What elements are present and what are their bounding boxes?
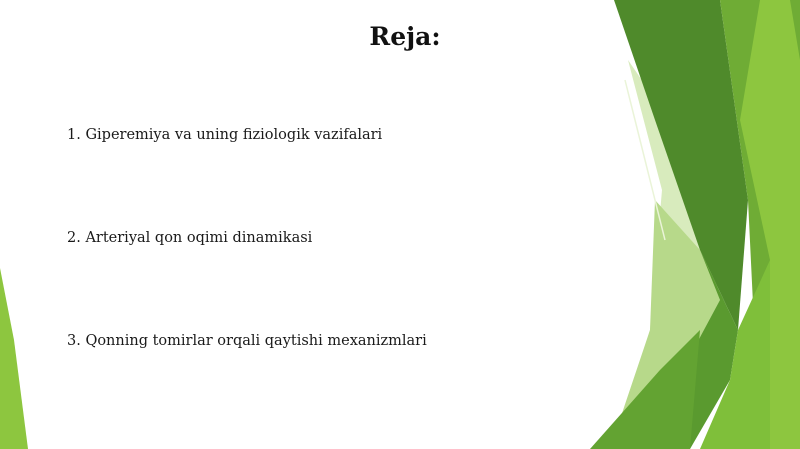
plan-item-2: 2. Arteriyal qon oqimi dinamikasi	[67, 230, 313, 246]
slide-title: Reja:	[369, 22, 441, 51]
plan-item-1: 1. Giperemiya va uning fiziologik vazifalari	[67, 127, 383, 143]
plan-item-3: 3. Qonning tomirlar orqali qaytishi mexanizmlari	[67, 333, 427, 349]
left-green-sliver	[0, 268, 28, 449]
